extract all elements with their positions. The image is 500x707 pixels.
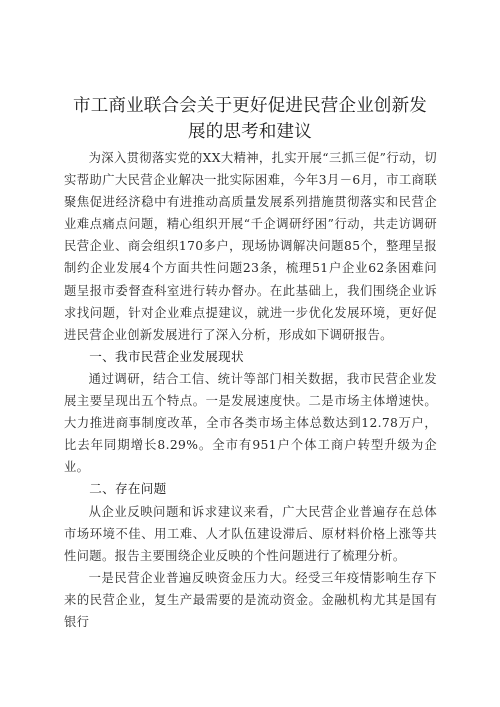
funding-pressure-paragraph: 一是民营企业普遍反映资金压力大。经受三年疫情影响生存下来的民营企业，复生产最需要的是流动资金。金融机构尤其是国有银行	[64, 570, 437, 629]
title-line-2: 展的思考和建议	[188, 122, 312, 142]
problems-paragraph: 从企业反映问题和诉求建议来看，广大民营企业普遍存在总体市场环境不佳、用工难、人才队伍建设滞后、原材料价格上涨等共性问题。报告主要围绕企业反映的个性问题进行了梳理分析。	[64, 504, 437, 563]
intro-paragraph: 为深入贯彻落实党的XX大精神，扎实开展“三抓三促”行动，切实帮助广大民营企业解决一批实际困难，今年3月－6月，市工商联聚焦促进经济稳中有进推动高质量发展系列措施贯彻落实和民营企业难点痛点问题，精心组织开展“千企调研纾困”行动，共走访调研民营企业、商会组织170多户，现场协调解决问题85个，整理呈报制约企业发展4个方面共性问题23条，梳理51户企业62条困难问题呈报市委督查科室进行转办督办。在此基础上，我们围绕企业诉求找问题，针对企业难点提建议，就进一步优化发展环境，更好促进民营企业创新发展进行了深入分析，形成如下调研报告。	[64, 151, 437, 342]
document-body	[64, 147, 437, 633]
title-line-1: 市工商业联合会关于更好促进民营企业创新发	[73, 96, 427, 116]
section-heading-problems: 二、存在问题	[89, 481, 167, 497]
section-heading-status: 一、我市民营企业发展现状	[89, 348, 244, 364]
status-paragraph: 通过调研，结合工信、统计等部门相关数据，我市民营企业发展主要呈现出五个特点。一是发展速度快。二是市场主体增速快。大力推进商事制度改革，全市各类市场主体总数达到12.78万户，比去年同期增长8.29%。全市有951户个体工商户转型升级为企业。	[64, 371, 437, 475]
document-title	[60, 93, 440, 145]
